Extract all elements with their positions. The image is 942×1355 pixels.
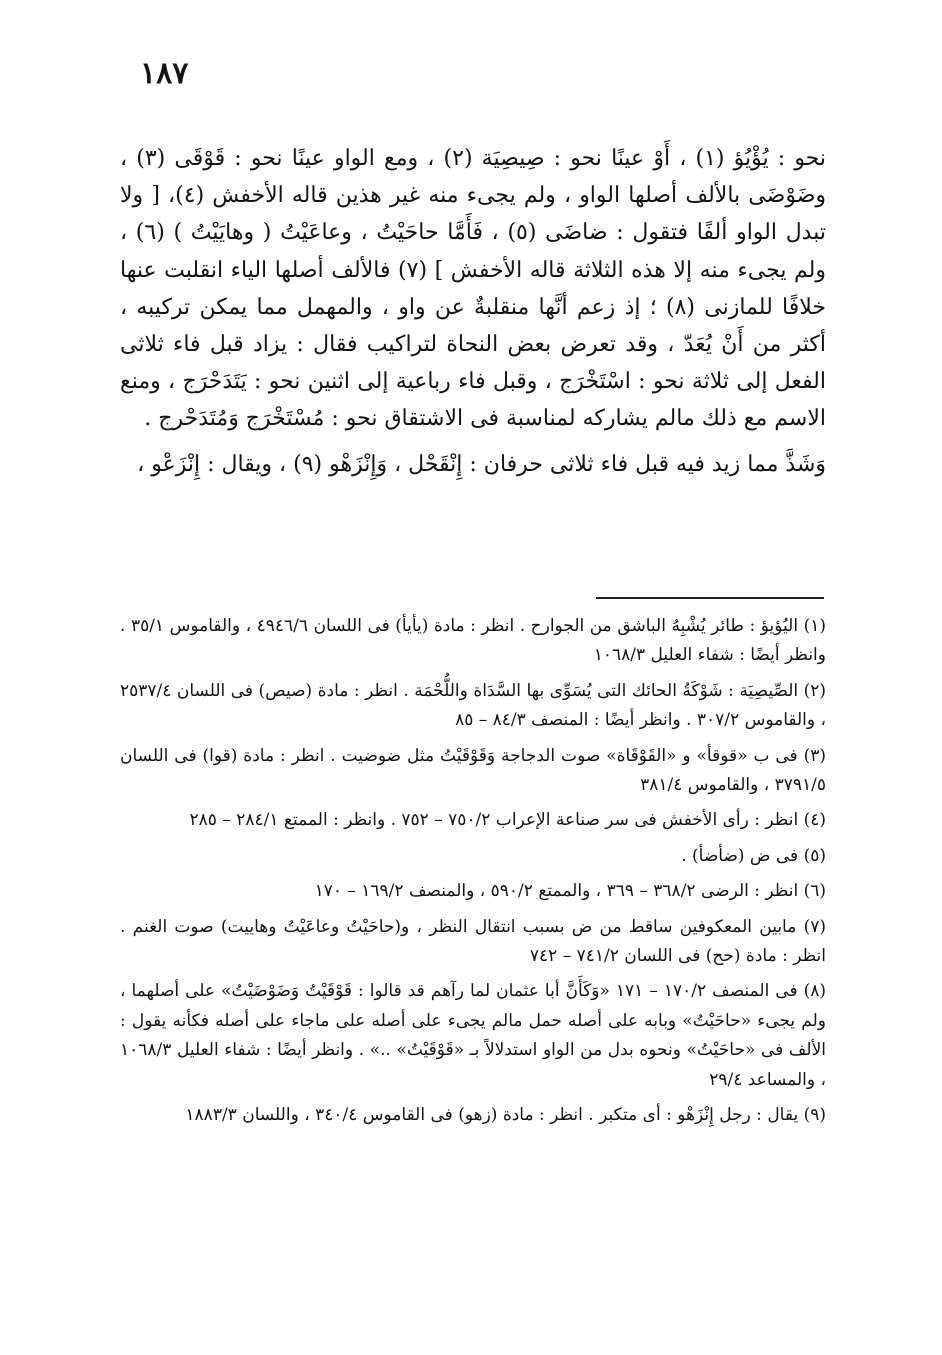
footnote-7: (٧) مابين المعكوفين ساقط من ض بسبب انتقال النظر ، و(حاحَيْتُ وعاعَيْتُ وهاييت) صوت الغنم . انظر : مادة (حح) فى اللسان ٧٤١/٢ – ٧٤٢: [120, 916, 826, 967]
footnotes: [120, 612, 826, 1137]
footnote-2: (٢) الصِّيصِيَة : شَوْكَةُ الحائك التى يُسَوِّى بها السَّدَاة واللُّحْمَة . انظر : مادة (صيص) فى اللسان ٢٥٣٧/٤ ، والقاموس ٣٠٧/٢ . وانظر أيضًا : المنصف ٨٤/٣ – ٨٥: [120, 680, 826, 731]
footnote-9: (٩) يقال : رجل إِنْزَهْو : أى متكبر . انظر : مادة (زهو) فى القاموس ٣٤٠/٤ ، واللسان ١٨٨٣/٣: [185, 1105, 826, 1126]
footnote-separator: [596, 597, 824, 599]
page-number: ١٨٧: [140, 56, 189, 91]
footnote-3: (٣) فى ب «قوقأ» و «القَوْقَاة» صوت الدجاجة وَقَوْقَيْتُ مثل ضوضيت . انظر : مادة (قوا) فى اللسان ٣٧٩١/٥ ، والقاموس ٣٨١/٤: [120, 745, 826, 796]
footnote-1: (١) اليُؤيؤ : طائر يُشْبِهُ الباشق من الجوارح . انظر : مادة (يأيأ) فى اللسان ٤٩٤٦/٦ ، والقاموس ٣٥/١ . وانظر أيضًا : شفاء العليل ١٠٦٨/٣: [120, 616, 827, 666]
footnote-5: (٥) فى ض (ضأضأ) .: [681, 845, 826, 866]
footnote-8: (٨) فى المنصف ١٧٠/٢ – ١٧١ «وَكَأَنَّ أبا عثمان لما رآهم قد قالوا : قَوْقَيْتُ وَضَوْضَيْتُ» على أصلهما ، ولم يجىء «حاحَيْتُ» وبابه على أصله حمل مالم يجىء على أصله على ماجاء على أصله فكأنه يقول : الألف فى «حاحَيْتُ» ونحوه بدل من الواو استدلالاً بـ «قَوْقَيْتُ» ..» . وانظر أيضًا : شفاء العليل ١٠٦٨/٣ ، والمساعد ٢٩/٤: [120, 981, 826, 1090]
footnote-4: (٤) انظر : رأى الأخفش فى سر صناعة الإعراب ٧٥٠/٢ – ٧٥٢ . وانظر : الممتع ٢٨٤/١ – ٢٨٥: [189, 810, 826, 831]
footnote-6: (٦) انظر : الرضى ٣٦٨/٢ – ٣٦٩ ، والممتع ٥٩٠/٢ ، والمنصف ١٦٩/٢ – ١٧٠: [314, 881, 826, 902]
main-paragraph: نحو : يُؤْيُؤ (١) ، أَوْ عينًا نحو : صِيصِيَة (٢) ، ومع الواو عينًا نحو : قَوْقَى (٣) ، وضَوْضَى بالألف أصلها الواو ، ولم يجىء منه غير هذين قاله الأخفش (٤)، [ ولا تبدل الواو ألفًا فتقول : ضاضَى (٥) ، فَأَمَّا حاحَيْتُ ، وعاعَيْتُ ( وهايَيْتُ ) (٦) ، ولم يجىء منه إلا هذه الثلاثة قاله الأخفش ] (٧) فالألف أصلها الياء انقلبت عنها خلافًا للمازنى (٨) ؛ إذ زعم أنَّها منقلبةٌ عن واو ، والمهمل مما يمكن تركيبه ، أكثر من أَنْ يُعَدّ ، وقد تعرض بعض النحاة لتراكيب فقال : يزاد قبل فاء ثلاثى الفعل إلى ثلاثة نحو : اسْتَخْرَج ، وقبل فاء رباعية إلى اثنين نحو : يَتَدَحْرَج ، ومنع الاسم مع ذلك مالم يشاركه لمناسبة فى الاشتقاق نحو : مُسْتَخْرَج وَمُتَدَحْرج .: [120, 146, 827, 432]
main-text: [120, 140, 826, 483]
main-paragraph: وَشَذَّ مما زيد فيه قبل فاء ثلاثى حرفان : إِنْقَحْل ، وَإِنْزَهْو (٩) ، ويقال : إِنْزَعْو ،: [137, 451, 826, 477]
